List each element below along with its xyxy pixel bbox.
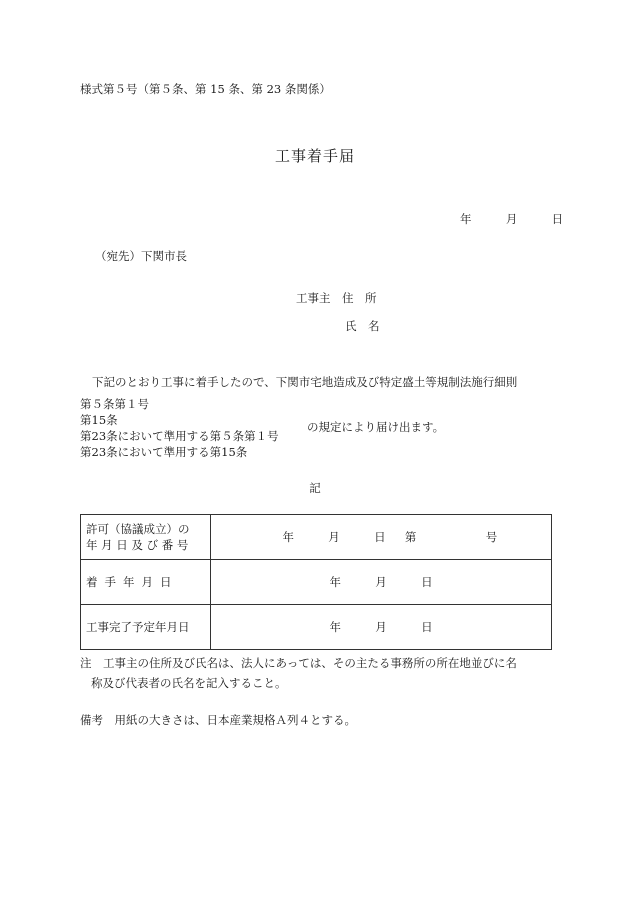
start-month-label: 月 bbox=[375, 575, 387, 589]
permit-dai-label: 第 bbox=[404, 530, 417, 544]
ki-heading: 記 bbox=[309, 481, 321, 495]
date-month-label: 月 bbox=[505, 212, 518, 226]
completion-date-label: 工事完了予定年月日 bbox=[81, 605, 211, 650]
table-row bbox=[81, 515, 552, 560]
date-day-label: 日 bbox=[551, 212, 564, 226]
start-date-label: 着手年月日 bbox=[81, 560, 211, 605]
submission-date bbox=[460, 211, 563, 227]
provision-option: 第15条 bbox=[80, 413, 118, 427]
date-year-label: 年 bbox=[460, 212, 472, 226]
provision-suffix: の規定により届け出ます。 bbox=[307, 420, 445, 434]
completion-month-label: 月 bbox=[375, 620, 387, 634]
permit-label bbox=[81, 515, 211, 560]
permit-year-label: 年 bbox=[282, 530, 294, 544]
completion-date-value[interactable] bbox=[211, 605, 552, 650]
body-text: 下記のとおり工事に着手したので、下関市宅地造成及び特定盛土等規制法施行細則 bbox=[92, 375, 518, 389]
remark: 備考 用紙の大きさは、日本産業規格Ａ列４とする。 bbox=[80, 713, 356, 727]
permit-label-line1: 許可（協議成立）の bbox=[86, 522, 190, 536]
note-line-1: 注 工事主の住所及び氏名は、法人にあっては、その主たる事務所の所在地並びに名 bbox=[80, 656, 517, 670]
permit-day-label: 日 bbox=[374, 530, 386, 544]
owner-address-label: 工事主 住 所 bbox=[296, 291, 377, 305]
start-day-label: 日 bbox=[421, 575, 433, 589]
permit-label-line2: 年 月 日 及 び 番 号 bbox=[86, 538, 189, 552]
document-title: 工事着手届 bbox=[274, 147, 355, 165]
completion-year-label: 年 bbox=[329, 620, 341, 634]
start-year-label: 年 bbox=[329, 575, 341, 589]
permit-gou-label: 号 bbox=[485, 530, 498, 544]
start-date-value[interactable] bbox=[211, 560, 552, 605]
form-number: 様式第５号（第５条、第 15 条、第 23 条関係） bbox=[80, 82, 331, 96]
completion-day-label: 日 bbox=[421, 620, 433, 634]
provision-option: 第23条において準用する第15条 bbox=[80, 445, 248, 459]
details-table bbox=[80, 514, 552, 650]
table-row bbox=[81, 605, 552, 650]
provision-option: 第23条において準用する第５条第１号 bbox=[80, 429, 279, 443]
permit-value[interactable] bbox=[211, 515, 552, 560]
provision-option: 第５条第１号 bbox=[80, 397, 149, 411]
note-line-2: 称及び代表者の氏名を記入すること。 bbox=[91, 676, 287, 690]
owner-name-label: 氏 名 bbox=[345, 319, 380, 333]
permit-month-label: 月 bbox=[328, 530, 340, 544]
addressee: （宛先）下関市長 bbox=[95, 249, 187, 263]
table-row bbox=[81, 560, 552, 605]
